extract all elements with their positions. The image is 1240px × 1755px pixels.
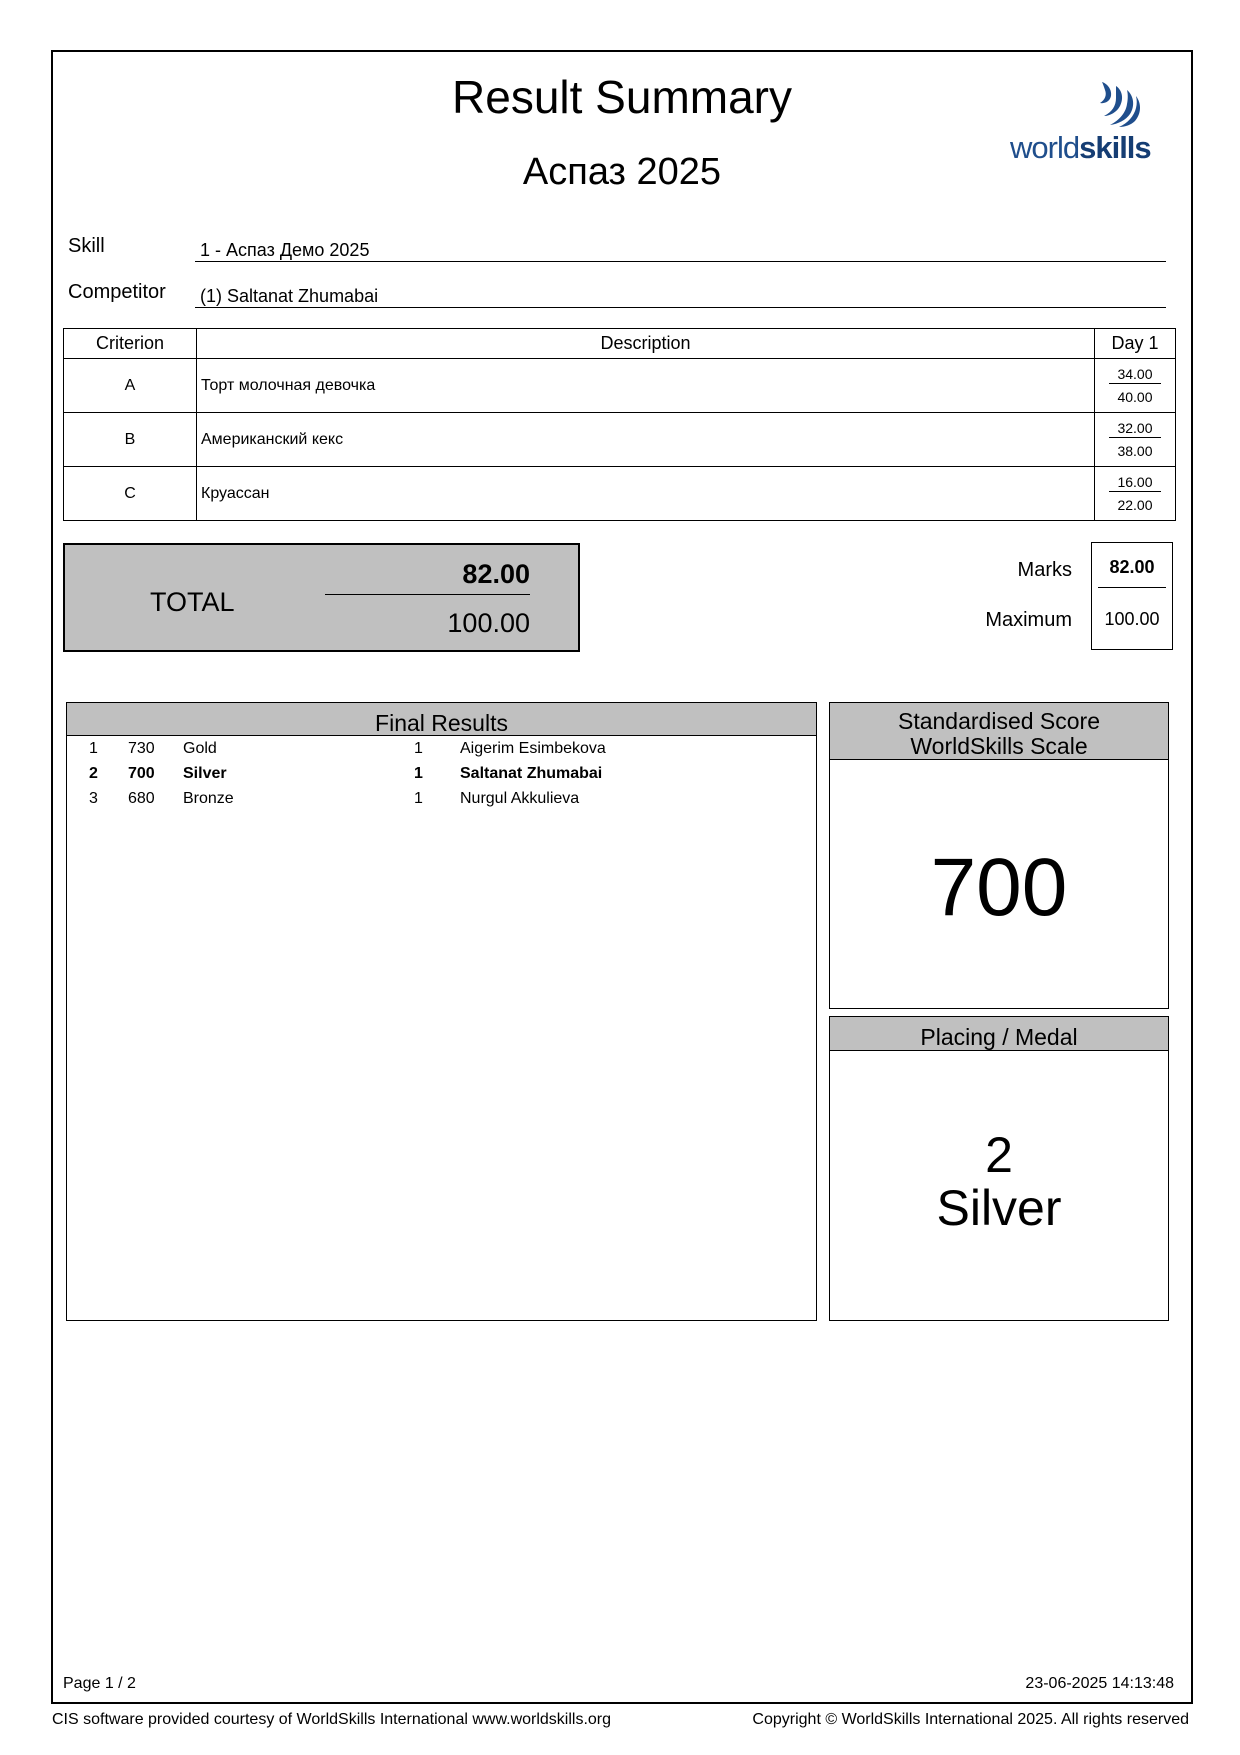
criterion-score: 16.00 [1109,474,1161,492]
standardised-score-value: 700 [930,842,1068,933]
result-rank: 3 [89,790,98,807]
result-score: 700 [128,765,155,782]
marks-label: Marks [1017,559,1072,581]
placing-medal-panel [829,1016,1169,1321]
result-name: Saltanat Zhumabai [460,765,603,782]
competitor-value: (1) Saltanat Zhumabai [195,281,1166,308]
description-header: Description [197,329,1095,359]
criterion-max: 40.00 [1117,389,1153,405]
result-score: 680 [128,790,155,807]
result-number: 1 [414,740,423,757]
page-title: Result Summary [452,71,792,123]
standardised-score-heading-line2: WorldSkills Scale [910,733,1088,759]
total-max: 100.00 [447,608,530,638]
result-rank: 1 [89,740,98,757]
worldskills-logo [1010,80,1151,165]
result-score: 730 [128,740,155,757]
result-number: 1 [414,765,423,782]
day-header: Day 1 [1095,329,1176,359]
worldskills-swoosh-icon [1094,80,1144,128]
result-medal: Bronze [183,790,234,807]
maximum-label: Maximum [985,609,1072,631]
result-medal: Silver [183,765,227,782]
placing-rank: 2 [985,1127,1013,1183]
total-score: 82.00 [325,559,530,595]
result-row [67,740,816,764]
skill-value: 1 - Аспаз Демо 2025 [195,235,1166,262]
total-box [63,543,580,652]
placing-medal: Silver [936,1180,1062,1236]
result-row [67,790,816,814]
criterion-score-cell [1095,359,1176,413]
total-label: TOTAL [150,587,235,617]
competitor-label: Competitor [68,281,166,303]
criteria-row [64,413,1176,467]
criteria-row [64,359,1176,413]
page-subtitle: Аспаз 2025 [522,151,722,193]
criterion-letter: C [64,467,197,521]
marks-box [1091,542,1173,650]
result-row-highlighted [67,765,816,789]
result-number: 1 [414,790,423,807]
final-results-panel [66,702,817,1321]
criterion-score: 34.00 [1109,366,1161,384]
placing-medal-heading: Placing / Medal [830,1017,1168,1051]
maximum-value: 100.00 [1104,609,1160,629]
result-name: Aigerim Esimbekova [460,740,606,757]
logo-wordmark: worldskills [1010,130,1151,165]
criterion-letter: A [64,359,197,413]
result-rank: 2 [89,765,98,782]
criterion-letter: B [64,413,197,467]
criterion-description: Американский кекс [197,413,1095,467]
page-number: Page 1 / 2 [63,1675,136,1692]
criteria-row [64,467,1176,521]
result-name: Nurgul Akkulieva [460,790,580,807]
courtesy-note: CIS software provided courtesy of WorldSkills International www.worldskills.org [52,1711,612,1728]
standardised-score-panel [829,702,1169,1009]
result-medal: Gold [183,740,217,757]
skill-label: Skill [68,235,105,257]
copyright-note: Copyright © WorldSkills International 2025. All rights reserved [752,1711,1189,1728]
final-results-heading: Final Results [67,703,816,736]
criterion-max: 22.00 [1117,497,1153,513]
timestamp: 23-06-2025 14:13:48 [1025,1675,1174,1692]
criteria-table [63,328,1176,521]
criterion-description: Круассан [197,467,1095,521]
criterion-description: Торт молочная девочка [197,359,1095,413]
standardised-score-heading-line1: Standardised Score [897,708,1100,734]
criterion-score: 32.00 [1109,420,1161,438]
criterion-header: Criterion [64,329,197,359]
marks-value: 82.00 [1098,557,1166,588]
criterion-score-cell [1095,413,1176,467]
criterion-max: 38.00 [1117,443,1153,459]
criterion-score-cell [1095,467,1176,521]
criteria-header-row [64,329,1176,359]
standardised-score-heading [830,703,1168,760]
